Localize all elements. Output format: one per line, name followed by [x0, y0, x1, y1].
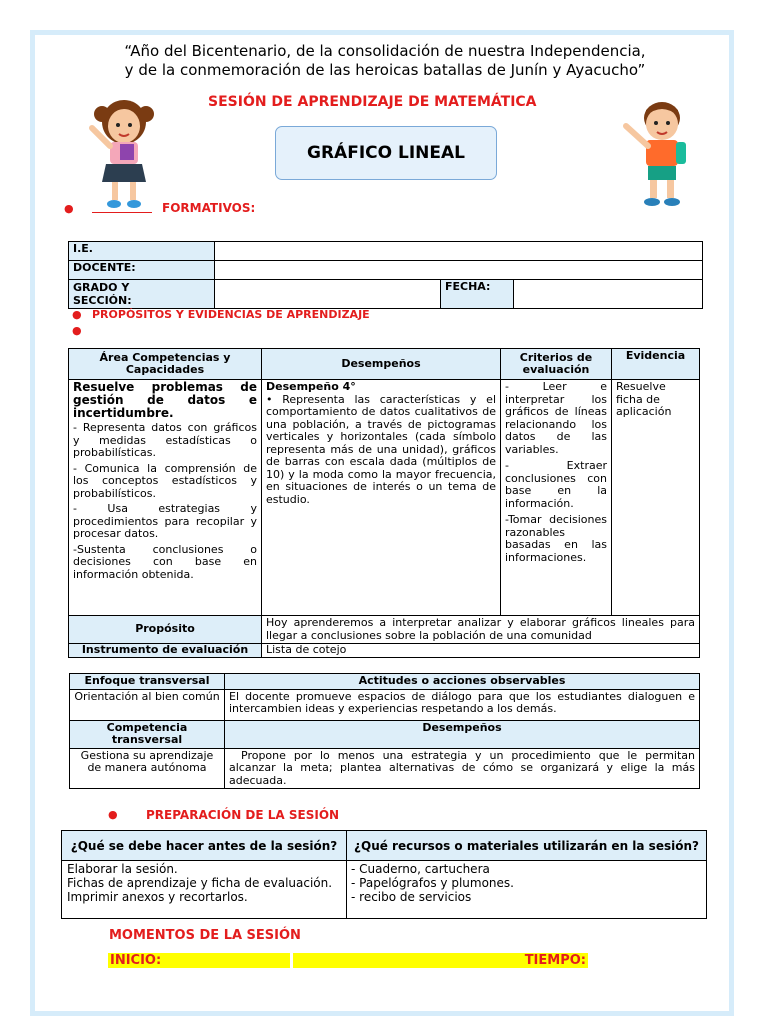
header-actitudes: Actitudes o acciones observables	[225, 674, 700, 690]
recursos-cell	[347, 861, 707, 919]
antes-cell	[62, 861, 347, 919]
header-criterios: Criterios de evaluación	[501, 349, 612, 380]
boy-illustration	[622, 92, 698, 210]
docente-value	[215, 261, 703, 280]
formativos-label: FORMATIVOS:	[162, 201, 256, 215]
criterio-item: - Leer e interpretar los gráficos de líneas relacionando los datos de las variables.	[505, 380, 607, 456]
desempeno-transversal-value: Propone por lo menos una estrategia y un procedimiento que le permitan alcanzar la meta; plantea alternativas de cómo se organizará y elige la más adecuada.	[225, 748, 700, 789]
motto-line-1: “Año del Bicentenario, de la consolidación de nuestra Independencia,	[124, 42, 646, 60]
header-recursos: ¿Qué recursos o materiales utilizarán en la sesión?	[347, 831, 707, 861]
actitud-value: El docente promueve espacios de diálogo para que los estudiantes dialoguen e intercambien ideas y experiencias respetando a los demás.	[225, 689, 700, 720]
enfoque-value: Orientación al bien común	[70, 689, 225, 720]
desempeno-title: Desempeño 4°	[266, 380, 356, 393]
girl-illustration	[86, 92, 156, 210]
motto-line-2: y de la conmemoración de las heroicas batallas de Junín y Ayacucho”	[124, 61, 646, 79]
header-evidencia: Evidencia	[612, 349, 700, 380]
tiempo-label: TIEMPO:	[524, 953, 586, 968]
capacidad-item: - Representa datos con gráficos y medidas estadísticas o probabilísticas.	[73, 421, 257, 459]
antes-item: Imprimir anexos y recortarlos.	[67, 890, 248, 904]
desempeno-text: • Representa las características y el comportamiento de datos cualitativos de una población, a través de pictogramas verticales y horizontales (cada símbolo representa más de una unidad), gráficos de barras con escala dada (múltiplos de 10) y la moda como la mayor frecuencia, en situaciones de interés o un tema de estudio.	[266, 392, 496, 506]
recurso-item: - Cuaderno, cartuchera	[351, 862, 490, 876]
formativos-underline	[92, 212, 152, 213]
propositos-label: PROPÓSITOS Y EVIDENCIAS DE APRENDIZAJE	[92, 308, 370, 321]
inicio-highlight	[108, 953, 290, 968]
grado-value	[215, 280, 441, 309]
capacidad-item: - Comunica la comprensión de los conceptos estadísticos y probabilísticos.	[73, 461, 257, 500]
capacidad-item: -Sustenta conclusiones o decisiones con base en información obtenida.	[73, 542, 257, 581]
header-enfoque: Enfoque transversal	[70, 674, 225, 690]
competencia-title: Resuelve problemas de gestión de datos e incertidumbre.	[73, 380, 257, 420]
desempeno-cell	[262, 380, 501, 616]
inicio-label: INICIO:	[110, 953, 162, 968]
momentos-label: MOMENTOS DE LA SESIÓN	[109, 928, 301, 943]
bullet-formativos: ●	[64, 202, 74, 215]
preparacion-label: PREPARACIÓN DE LA SESIÓN	[146, 808, 340, 822]
competencia-value: Gestiona su aprendizaje de manera autónoma	[70, 748, 225, 789]
competencias-table	[68, 348, 700, 658]
recurso-item: - Papelógrafos y plumones.	[351, 876, 514, 890]
ie-label: I.E.	[69, 242, 215, 261]
instrumento-text: Lista de cotejo	[262, 644, 700, 658]
ie-value	[215, 242, 703, 261]
fecha-label: FECHA:	[441, 280, 514, 309]
proposito-text: Hoy aprenderemos a interpretar analizar y elaborar gráficos lineales para llegar a conclusiones sobre la población de una comunidad	[262, 616, 700, 644]
bullet-propositos: ●	[72, 308, 82, 321]
bullet-preparacion: ●	[108, 808, 118, 821]
antes-item: Fichas de aprendizaje y ficha de evaluación.	[67, 876, 333, 890]
session-title: SESIÓN DE APRENDIZAJE DE MATEMÁTICA	[208, 94, 537, 110]
recurso-item: - recibo de servicios	[351, 890, 472, 904]
header-desempenos: Desempeños	[262, 349, 501, 380]
preparacion-table	[61, 830, 707, 919]
header-competencia: Competencia transversal	[70, 720, 225, 748]
proposito-label: Propósito	[69, 616, 262, 644]
evidencia-cell: Resuelve ficha de aplicación	[612, 380, 700, 616]
header-area: Área Competencias y Capacidades	[69, 349, 262, 380]
instrumento-label: Instrumento de evaluación	[69, 644, 262, 658]
topic-box: GRÁFICO LINEAL	[275, 126, 497, 180]
criterio-item: - Extraer conclusiones con base en la información.	[505, 459, 607, 510]
competencia-cell	[69, 380, 262, 616]
header-desempenos-transversal: Desempeños	[225, 720, 700, 748]
grado-label: GRADO Y SECCIÓN:	[69, 280, 215, 309]
criterios-cell	[501, 380, 612, 616]
enfoque-table	[69, 673, 700, 789]
antes-item: Elaborar la sesión.	[67, 862, 178, 876]
criterio-item: -Tomar decisiones razonables basadas en las informaciones.	[505, 513, 607, 564]
info-table	[68, 241, 703, 309]
fecha-value	[514, 280, 703, 309]
bullet-empty: ●	[72, 324, 82, 337]
tiempo-highlight	[293, 953, 588, 968]
docente-label: DOCENTE:	[69, 261, 215, 280]
header-antes: ¿Qué se debe hacer antes de la sesión?	[62, 831, 347, 861]
capacidad-item: - Usa estrategias y procedimientos para recopilar y procesar datos.	[73, 502, 257, 540]
